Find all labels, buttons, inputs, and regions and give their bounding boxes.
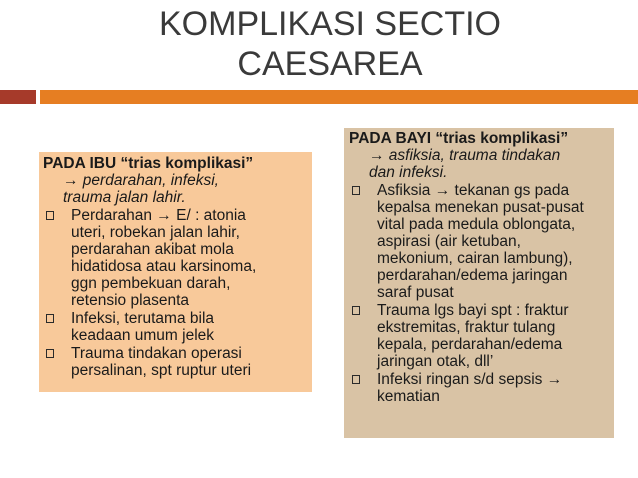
baby-heading: PADA BAYI “trias komplikasi” [349,130,569,147]
list-item-line: keadaan umum jelek [71,327,215,344]
arrow-right-icon: → [63,172,79,189]
list-item-line: hidatidosa atau karsinoma, [71,258,257,275]
list-item-line: saraf pusat [377,284,454,301]
list-item [43,310,308,344]
list-item-line: perdarahan akibat mola [71,241,234,258]
baby-subtitle [349,147,610,181]
list-item-line: Trauma lgs bayi spt : fraktur [377,302,569,319]
list-item-line: Asfiksia → tekanan gs pada [377,182,570,199]
baby-subtitle-line-1: asfiksia, trauma tindakan [384,147,561,164]
list-item-line: perdarahan/edema jaringan [377,267,568,284]
list-item-line: uteri, robekan jalan lahir, [71,224,240,241]
baby-subtitle-line-2: dan infeksi. [369,164,448,181]
list-item-line: ggn pembekuan darah, [71,275,231,292]
list-item-line: kepala, perdarahan/edema [377,336,563,353]
list-item-line: jaringan otak, dll’ [377,353,494,370]
list-item-line: Infeksi ringan s/d sepsis → [377,371,563,388]
slide-title [100,4,560,84]
list-item-line: retensio plasenta [71,292,190,309]
square-bullet-icon [352,306,360,315]
list-item-line: vital pada medula oblongata, [377,216,576,233]
square-bullet-icon [46,211,54,220]
arrow-right-icon: → [369,147,385,164]
title-rule-bar [40,90,638,104]
baby-complications-panel [344,128,614,438]
list-item [43,345,308,379]
square-bullet-icon [352,186,360,195]
list-item-line: persalinan, spt ruptur uteri [71,362,252,379]
mother-subtitle [43,172,308,206]
mother-complications-panel [39,152,312,392]
square-bullet-icon [46,314,54,323]
list-item-line: aspirasi (air ketuban, [377,233,521,250]
list-item-line: Perdarahan → E/ : atonia [71,207,246,224]
list-item [349,182,610,301]
square-bullet-icon [46,349,54,358]
square-bullet-icon [352,375,360,384]
list-item-line: kepalsa menekan pusat-pusat [377,199,584,216]
list-item [349,302,610,370]
slide-title-line-2: CAESAREA [237,45,423,83]
mother-heading: PADA IBU “trias komplikasi” [43,155,254,172]
mother-subtitle-line-1: perdarahan, infeksi, [78,172,219,189]
slide-title-line-1: KOMPLIKASI SECTIO [159,5,501,43]
list-item-line: Infeksi, terutama bila [71,310,215,327]
title-rule-accent [0,90,36,104]
list-item-line: kematian [377,388,440,405]
mother-subtitle-line-2: trauma jalan lahir. [63,189,186,206]
list-item [349,371,610,405]
list-item-line: ekstremitas, fraktur tulang [377,319,556,336]
list-item-line: mekonium, cairan lambung), [377,250,573,267]
list-item [43,207,308,309]
list-item-line: Trauma tindakan operasi [71,345,242,362]
